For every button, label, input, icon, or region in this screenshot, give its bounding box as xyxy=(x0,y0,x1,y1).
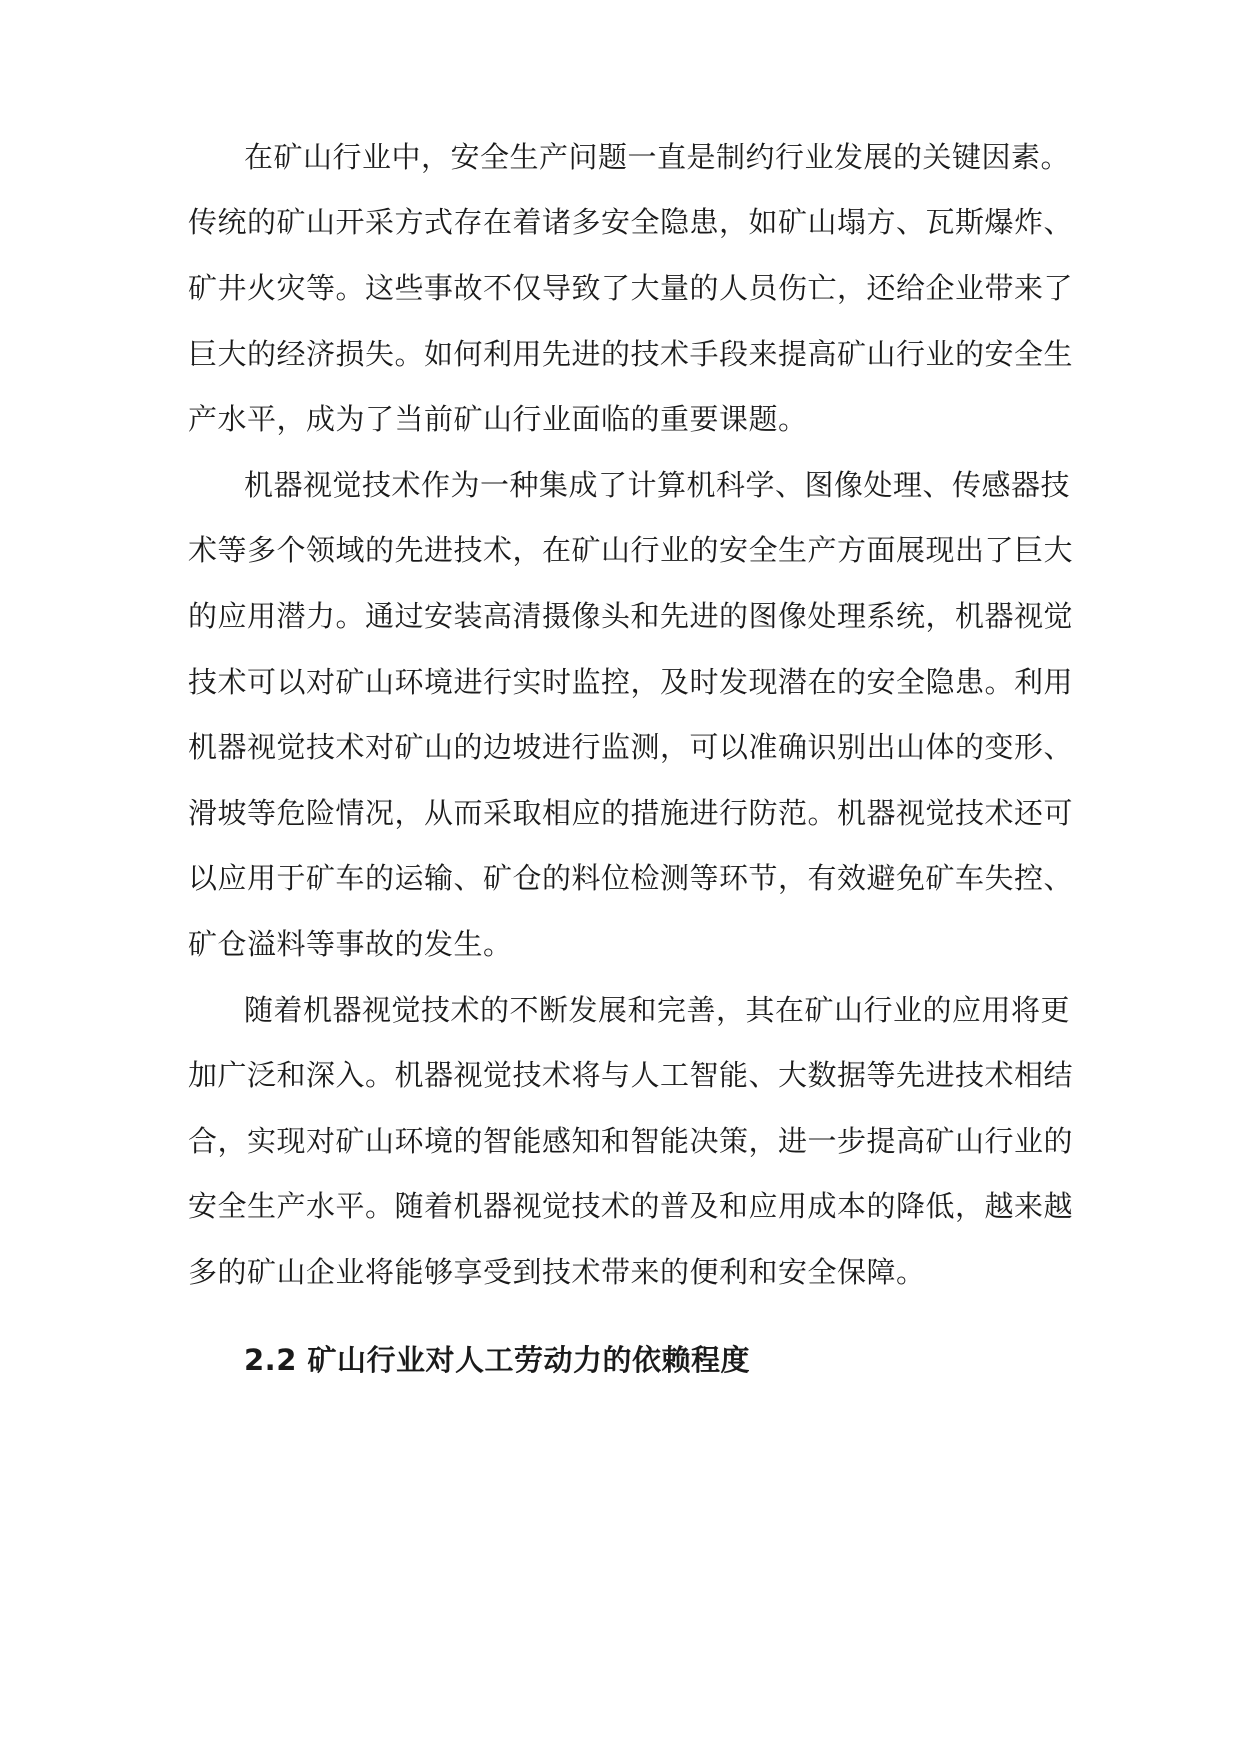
paragraph-2-line-3: 的应用潜力。通过安装高清摄像头和先进的图像处理系统，机器视觉 xyxy=(188,599,1074,633)
paragraph-3-line-1: 随着机器视觉技术的不断发展和完善，其在矿山行业的应用将更 xyxy=(244,993,1071,1027)
section-heading: 2.2 矿山行业对人工劳动力的依赖程度 xyxy=(244,1343,750,1377)
paragraph-1-line-4: 巨大的经济损失。如何利用先进的技术手段来提高矿山行业的安全生 xyxy=(188,337,1074,371)
paragraph-1-line-2: 传统的矿山开采方式存在着诸多安全隐患，如矿山塌方、瓦斯爆炸、 xyxy=(188,205,1074,239)
paragraph-2-line-7: 以应用于矿车的运输、矿仓的料位检测等环节，有效避免矿车失控、 xyxy=(188,861,1074,895)
paragraph-1-line-5: 产水平，成为了当前矿山行业面临的重要课题。 xyxy=(188,402,808,436)
paragraph-2-line-5: 机器视觉技术对矿山的边坡进行监测，可以准确识别出山体的变形、 xyxy=(188,730,1074,764)
paragraph-2-line-2: 术等多个领域的先进技术，在矿山行业的安全生产方面展现出了巨大 xyxy=(188,533,1074,567)
paragraph-1-line-1: 在矿山行业中，安全生产问题一直是制约行业发展的关键因素。 xyxy=(244,140,1071,174)
paragraph-2-line-6: 滑坡等危险情况，从而采取相应的措施进行防范。机器视觉技术还可 xyxy=(188,796,1074,830)
paragraph-2-line-4: 技术可以对矿山环境进行实时监控，及时发现潜在的安全隐患。利用 xyxy=(188,665,1074,699)
paragraph-2-line-1: 机器视觉技术作为一种集成了计算机科学、图像处理、传感器技 xyxy=(244,468,1071,502)
paragraph-3-line-3: 合，实现对矿山环境的智能感知和智能决策，进一步提高矿山行业的 xyxy=(188,1124,1074,1158)
paragraph-2-line-8: 矿仓溢料等事故的发生。 xyxy=(188,927,513,961)
paragraph-3-line-4: 安全生产水平。随着机器视觉技术的普及和应用成本的降低，越来越 xyxy=(188,1189,1074,1223)
paragraph-3-line-5: 多的矿山企业将能够享受到技术带来的便利和安全保障。 xyxy=(188,1255,926,1289)
paragraph-3-line-2: 加广泛和深入。机器视觉技术将与人工智能、大数据等先进技术相结 xyxy=(188,1058,1074,1092)
paragraph-1-line-3: 矿井火灾等。这些事故不仅导致了大量的人员伤亡，还给企业带来了 xyxy=(188,271,1074,305)
